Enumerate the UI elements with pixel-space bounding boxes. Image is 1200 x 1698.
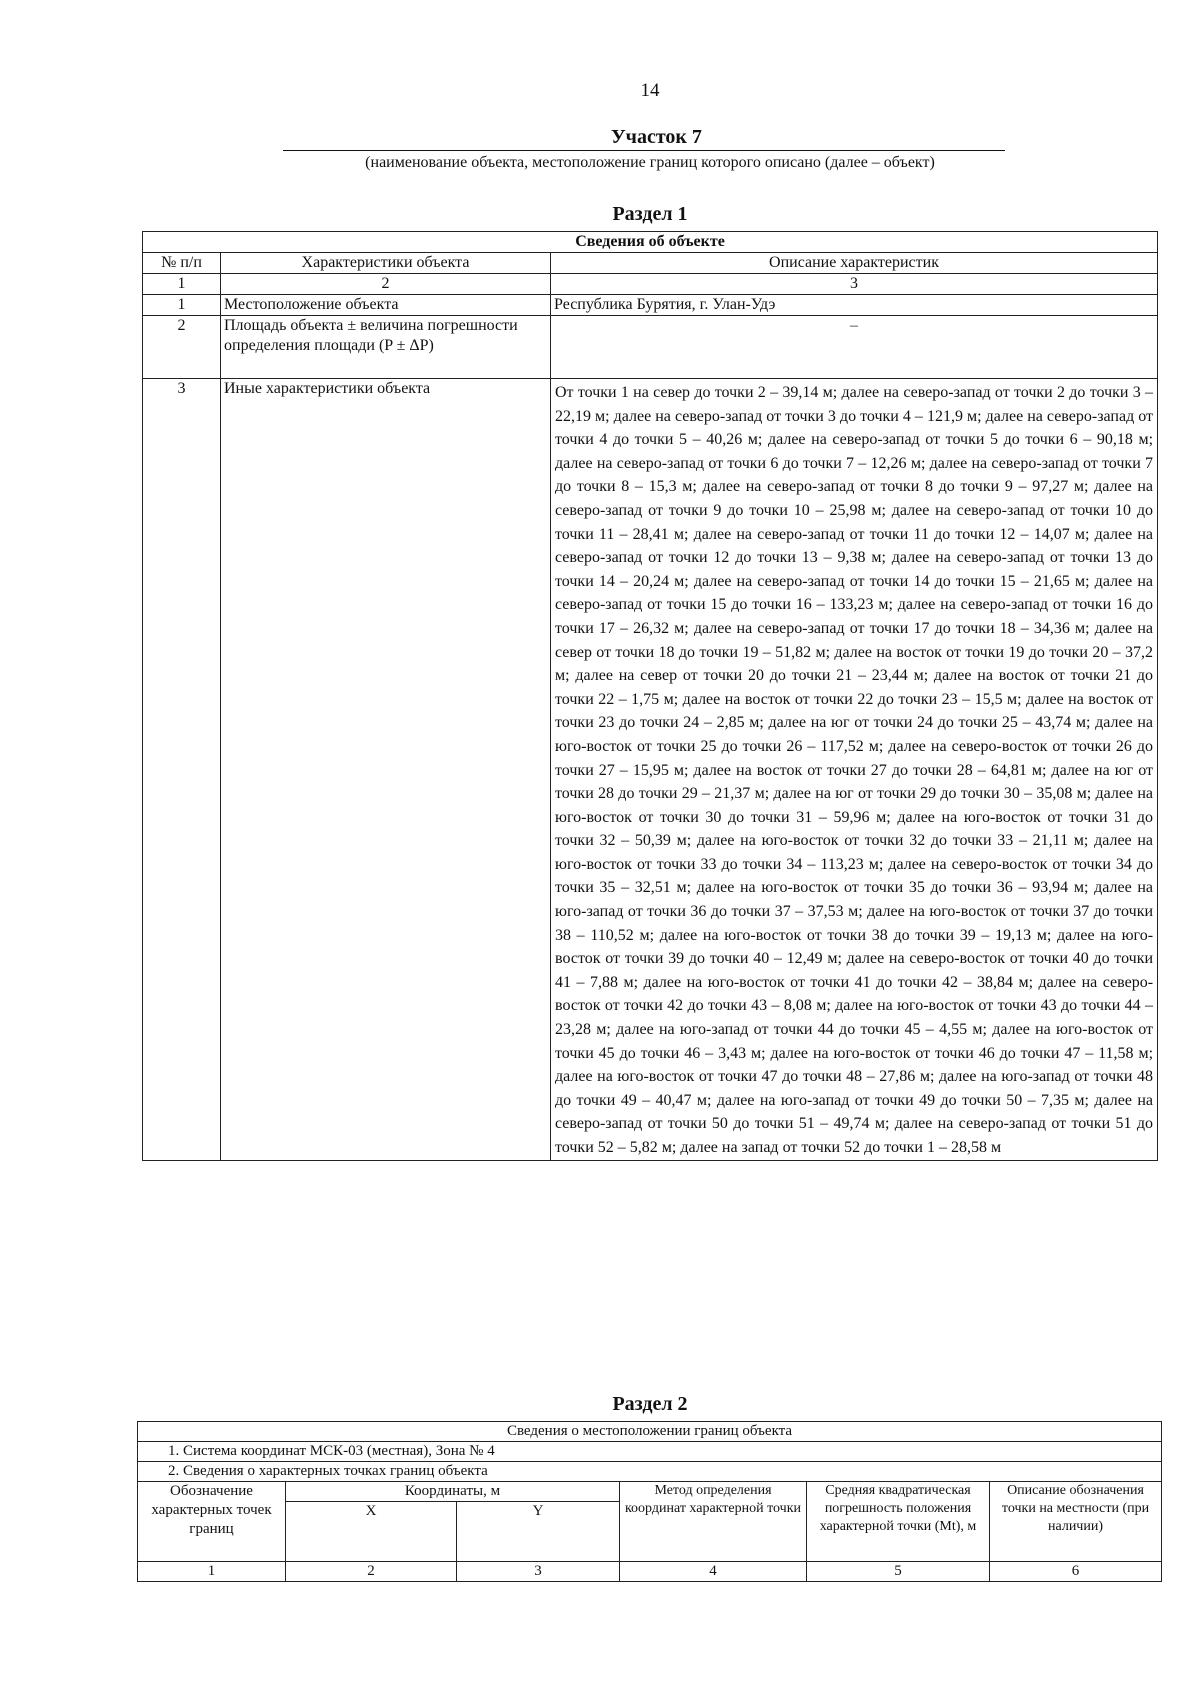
table-row — [143, 379, 1158, 1161]
points-info: 2. Сведения о характерных точках границ объекта — [138, 1462, 1162, 1482]
row-value — [551, 316, 1158, 379]
header-method: Метод определения координат характерной точки — [620, 1482, 807, 1562]
row-name: Иные характеристики объекта — [221, 379, 551, 1161]
col-number-5: 5 — [807, 1562, 990, 1582]
header-accuracy: Средняя квадратическая погрешность положения характерной точки (Mt), м — [807, 1482, 990, 1562]
col-number-4: 4 — [620, 1562, 807, 1582]
table1-title: Сведения об объекте — [143, 232, 1158, 253]
table2-title: Сведения о местоположении границ объекта — [138, 1422, 1162, 1442]
col-number-2: 2 — [286, 1562, 457, 1582]
col-number-1: 1 — [138, 1562, 286, 1582]
coord-system: 1. Система координат МСК-03 (местная), Зона № 4 — [138, 1442, 1162, 1462]
row-value: Республика Бурятия, г. Улан-Удэ — [551, 295, 1158, 316]
plot-title-line — [283, 126, 1005, 151]
header-description: Описание характеристик — [551, 253, 1158, 274]
row-num: 2 — [143, 316, 221, 379]
row-name: Местоположение объекта — [221, 295, 551, 316]
col-number-2: 2 — [221, 274, 551, 295]
col-number-1: 1 — [143, 274, 221, 295]
col-number-3: 3 — [457, 1562, 620, 1582]
page-number: 14 — [640, 80, 660, 101]
header-num: № п/п — [143, 253, 221, 274]
section1-title: Раздел 1 — [612, 203, 688, 225]
plot-title: Участок 7 — [611, 126, 702, 148]
table-row — [143, 316, 1158, 379]
header-x: X — [286, 1502, 457, 1562]
table-row — [143, 295, 1158, 316]
boundary-points-table — [137, 1421, 1162, 1582]
section2-title: Раздел 2 — [612, 1393, 688, 1415]
header-y: Y — [457, 1502, 620, 1562]
col-number-3: 3 — [551, 274, 1158, 295]
plot-caption: (наименование объекта, местоположение границ которого описано (далее – объект) — [365, 154, 935, 171]
header-point-description: Описание обозначения точки на местности (при наличии) — [990, 1482, 1162, 1562]
object-info-table — [142, 231, 1158, 1161]
dash-mark: – — [850, 317, 859, 334]
header-characteristics: Характеристики объекта — [221, 253, 551, 274]
row-num: 3 — [143, 379, 221, 1161]
row-num: 1 — [143, 295, 221, 316]
boundary-description: От точки 1 на север до точки 2 – 39,14 м; далее на северо-запад от точки 2 до точки 3 – 22,19 м; далее на северо-запад от точки 3 до точки 4 – 121,9 м; далее на северо-запад от точки 4 до точки 5 – 40,26 м; далее на северо-запад от точки 5 до точки 6 – 90,18 м; далее на северо-запад от точки 6 до точки 7 – 12,26 м; далее на северо-запад от точки 7 до точки 8 – 15,3 м; далее на северо-запад от точки 8 до точки 9 – 97,27 м; далее на северо-запад от точки 9 до точки 10 – 25,98 м; далее на северо-запад от точки 10 до точки 11 – 28,41 м; далее на северо-запад от точки 11 до точки 12 – 14,07 м; далее на северо-запад от точки 12 до точки 13 – 9,38 м; далее на северо-запад от точки 13 до точки 14 – 20,24 м; далее на северо-запад от точки 14 до точки 15 – 21,65 м; далее на северо-запад от точки 15 до точки 16 – 133,23 м; далее на северо-запад от точки 16 до точки 17 – 26,32 м; далее на северо-запад от точки 17 до точки 18 – 34,36 м; далее на север от точки 18 до точки 19 – 51,82 м; далее на восток от точки 19 до точки 20 – 37,2 м; далее на север от точки 20 до точки 21 – 23,44 м; далее на восток от точки 21 до точки 22 – 1,75 м; далее на восток от точки 22 до точки 23 – 15,5 м; далее на восток от точки 23 до точки 24 – 2,85 м; далее на юг от точки 24 до точки 25 – 43,74 м; далее на юго-восток от точки 25 до точки 26 – 117,52 м; далее на северо-восток от точки 26 до точки 27 – 15,95 м; далее на восток от точки 27 до точки 28 – 64,81 м; далее на юг от точки 28 до точки 29 – 21,37 м; далее на юг от точки 29 до точки 30 – 35,08 м; далее на юго-восток от точки 30 до точки 31 – 59,96 м; далее на юго-восток от точки 31 до точки 32 – 50,39 м; далее на юго-восток от точки 32 до точки 33 – 21,11 м; далее на юго-восток от точки 33 до точки 34 – 113,23 м; далее на северо-восток от точки 34 до точки 35 – 32,51 м; далее на юго-восток от точки 35 до точки 36 – 93,94 м; далее на юго-запад от точки 36 до точки 37 – 37,53 м; далее на юго-восток от точки 37 до точки 38 – 110,52 м; далее на юго-восток от точки 38 до точки 39 – 19,13 м; далее на юго-восток от точки 39 до точки 40 – 12,49 м; далее на северо-восток от точки 40 до точки 41 – 7,88 м; далее на юго-восток от точки 41 до точки 42 – 38,84 м; далее на северо-восток от точки 42 до точки 43 – 8,08 м; далее на юго-восток от точки 43 до точки 44 – 23,28 м; далее на юго-запад от точки 44 до точки 45 – 4,55 м; далее на юго-восток от точки 45 до точки 46 – 3,43 м; далее на юго-восток от точки 46 до точки 47 – 11,58 м; далее на юго-восток от точки 47 до точки 48 – 27,86 м; далее на юго-запад от точки 48 до точки 49 – 40,47 м; далее на юго-запад от точки 49 до точки 50 – 7,35 м; далее на северо-запад от точки 50 до точки 51 – 49,74 м; далее на северо-запад от точки 51 до точки 52 – 5,82 м; далее на запад от точки 52 до точки 1 – 28,58 м — [551, 379, 1158, 1161]
col-number-6: 6 — [990, 1562, 1162, 1582]
header-designation: Обозначение характерных точек границ — [138, 1482, 286, 1562]
header-coords: Координаты, м — [286, 1482, 620, 1502]
row-name: Площадь объекта ± величина погрешности определения площади (P ± ΔP) — [221, 316, 551, 379]
